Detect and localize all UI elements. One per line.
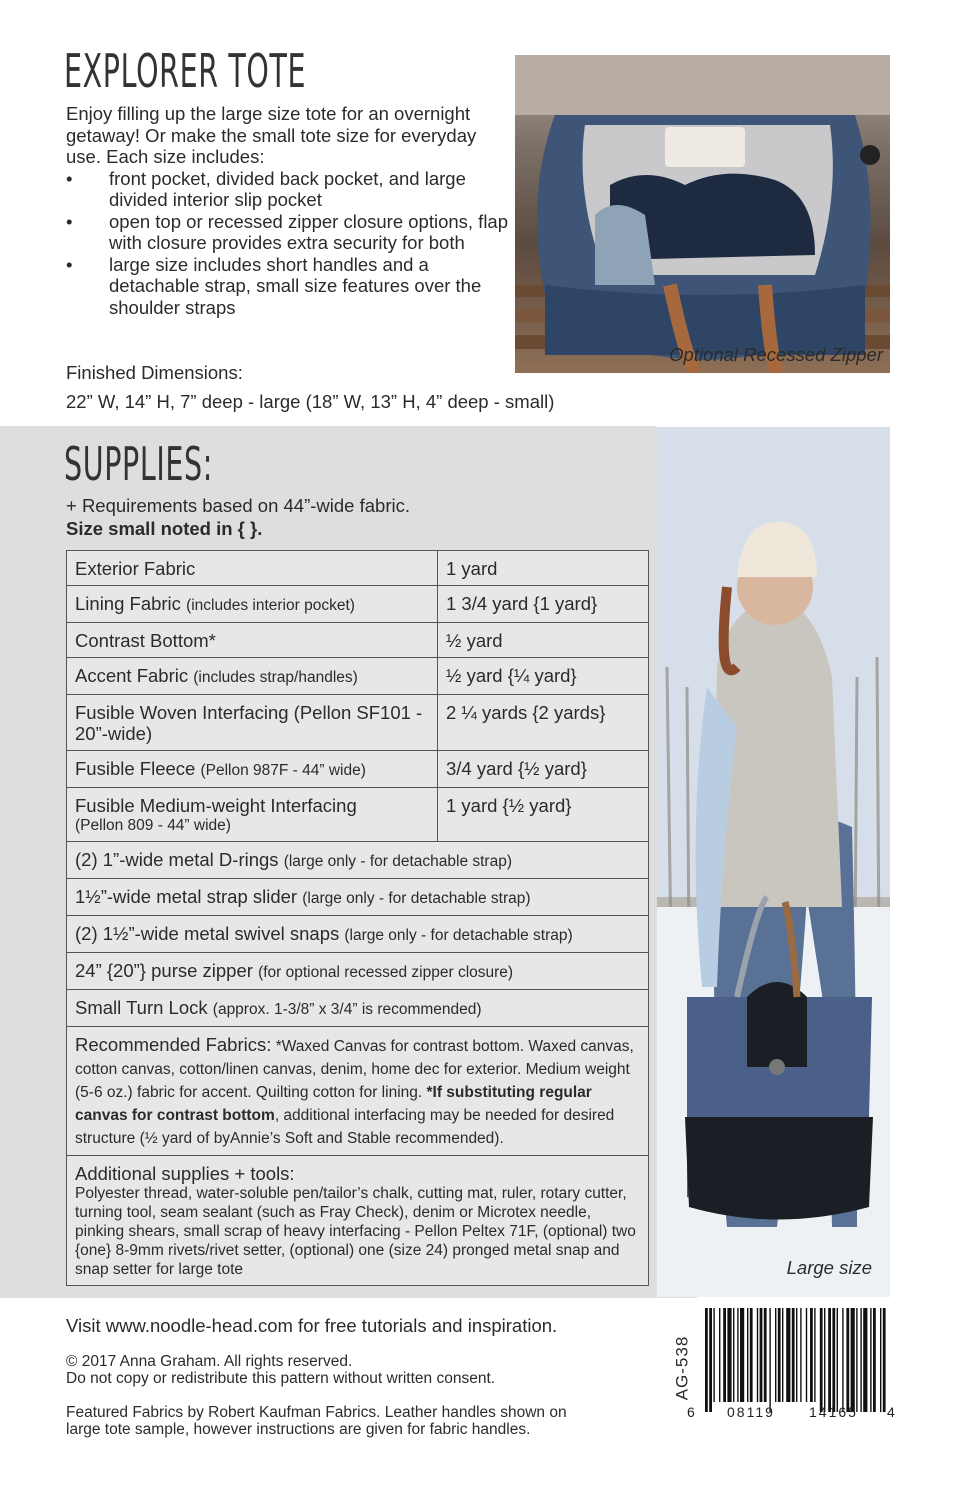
barcode-bar	[860, 1308, 861, 1412]
supply-item: Fusible Woven Interfacing (Pellon SF101 - 20”-wide)	[67, 695, 438, 751]
barcode-bar	[713, 1308, 714, 1402]
barcode-bar	[810, 1308, 813, 1402]
intro-block	[66, 103, 516, 318]
featured-fabrics-note: Featured Fabrics by Robert Kaufman Fabrics. Leather handles shown on large tote sample, however instructions are given for fabric handles.	[66, 1404, 567, 1438]
barcode-bar	[806, 1308, 807, 1402]
table-row	[67, 658, 649, 695]
supply-quantity: ½ yard	[438, 623, 649, 658]
recommended-fabrics-row	[67, 1027, 649, 1156]
barcode-bar	[757, 1308, 758, 1402]
additional-supplies-row	[67, 1156, 649, 1286]
page-title: EXPLORER TOTE	[64, 44, 307, 98]
barcode-bar	[814, 1308, 815, 1402]
barcode-bar	[863, 1308, 867, 1412]
requirement-note: + Requirements based on 44”-wide fabric.	[66, 495, 410, 516]
barcode-bar	[880, 1308, 881, 1412]
section-title: SUPPLIES:	[64, 437, 213, 491]
model-illustration	[657, 427, 890, 1297]
barcode-bar	[837, 1308, 838, 1412]
barcode-bar	[796, 1308, 797, 1402]
supply-item: Accent Fabric (includes strap/handles)	[67, 658, 438, 695]
tote-interior-illustration	[515, 55, 890, 373]
barcode-bar	[856, 1308, 857, 1412]
supply-quantity: ½ yard {¼ yard}	[438, 658, 649, 695]
supply-item: 1½”-wide metal strap slider (large only - for detachable strap)	[67, 879, 649, 916]
barcode-bar	[719, 1308, 720, 1402]
table-row	[67, 695, 649, 751]
photo-caption: Large size	[786, 1257, 872, 1278]
barcode-bar	[820, 1308, 823, 1412]
supply-item: Exterior Fabric	[67, 551, 438, 586]
barcode-bar	[775, 1308, 776, 1402]
dimensions-value: 22” W, 14” H, 7” deep - large (18” W, 13” H, 4” deep - small)	[66, 391, 555, 412]
additional-label: Additional supplies + tools:	[75, 1163, 295, 1184]
barcode-bars	[705, 1308, 887, 1412]
supply-item: (2) 1”-wide metal D-rings (large only - for detachable strap)	[67, 842, 649, 879]
barcode-bar	[747, 1308, 748, 1402]
barcode-bar	[727, 1308, 731, 1402]
table-row	[67, 586, 649, 623]
table-row	[67, 916, 649, 953]
table-row	[67, 551, 649, 586]
dimensions-label: Finished Dimensions:	[66, 362, 243, 383]
barcode-bar	[782, 1308, 783, 1402]
barcode-digit: 14165	[809, 1404, 858, 1420]
feature-item: • front pocket, divided back pocket, and large divided interior slip pocket	[66, 168, 516, 211]
barcode-bar	[800, 1308, 801, 1402]
supply-item: Fusible Fleece (Pellon 987F - 44” wide)	[67, 751, 438, 788]
barcode-digit: 4	[887, 1404, 895, 1420]
barcode-bar	[824, 1308, 825, 1412]
barcode-bar	[723, 1308, 726, 1402]
website-note: Visit www.noodle-head.com for free tutorials and inspiration.	[66, 1315, 558, 1336]
barcode-bar	[764, 1308, 767, 1402]
recommended-fabrics: Recommended Fabrics: *Waxed Canvas for contrast bottom. Waxed canvas, cotton canvas, cotton/linen canvas, denim, home dec for exterior. Medium weight (5-6 oz.) fabric for accent. Quilting cotton for lining. *If substituting regular canvas for contrast bottom, additional interfacing may be needed for desired structure (½ yard of byAnnie’s Soft and Stable recommended).	[67, 1027, 649, 1156]
barcode-bar	[786, 1308, 790, 1402]
supply-quantity: 2 ¼ yards {2 yards}	[438, 695, 649, 751]
barcode-bar	[740, 1308, 744, 1402]
barcode-bar	[883, 1308, 886, 1412]
barcode-digit: 6	[687, 1404, 695, 1420]
supply-item: Lining Fabric (includes interior pocket)	[67, 586, 438, 623]
supply-quantity: 3/4 yard {½ yard}	[438, 751, 649, 788]
supply-item: Fusible Medium-weight Interfacing (Pellon 809 - 44” wide)	[67, 788, 438, 842]
supply-item: (2) 1½”-wide metal swivel snaps (large only - for detachable strap)	[67, 916, 649, 953]
table-row	[67, 623, 649, 658]
photo-caption: Optional Recessed Zipper	[669, 344, 883, 365]
barcode-digit: 08119	[727, 1404, 775, 1420]
recommended-label: Recommended Fabrics:	[75, 1034, 272, 1055]
copyright-notice: © 2017 Anna Graham. All rights reserved. Do not copy or redistribute this pattern without written consent.	[66, 1353, 496, 1387]
supply-item: Small Turn Lock (approx. 1-3/8” x 3/4” is recommended)	[67, 990, 649, 1027]
barcode-bar	[750, 1308, 753, 1402]
barcode-bar	[709, 1308, 712, 1412]
barcode-bar	[842, 1308, 843, 1412]
supply-quantity: 1 3/4 yard {1 yard}	[438, 586, 649, 623]
size-note: Size small noted in { }.	[66, 518, 263, 539]
table-row	[67, 842, 649, 879]
barcode-bar	[851, 1308, 855, 1412]
barcode-bar	[870, 1308, 871, 1412]
barcode-bar	[778, 1308, 781, 1402]
supply-quantity: 1 yard	[438, 551, 649, 586]
additional-supplies: Additional supplies + tools: Polyester thread, water-soluble pen/tailor’s chalk, cutting mat, ruler, rotary cutter, turning tool, seam sealant (such as Fray Check), denim or Microtex needle, pinking shears, small scrap of heavy interfacing - Pellon Peltex 71F, (optional) two {one} 8-9mm rivets/rivet setter, (optional) one (size 24) pronged metal snap and snap setter for large tote	[67, 1156, 649, 1286]
table-row	[67, 751, 649, 788]
barcode	[687, 1308, 895, 1428]
barcode-bar	[737, 1308, 738, 1402]
feature-item: • open top or recessed zipper closure options, flap with closure provides extra security for both	[66, 211, 516, 254]
barcode-bar	[705, 1308, 708, 1412]
barcode-bar	[832, 1308, 835, 1412]
supply-item: 24” {20”} purse zipper (for optional recessed zipper closure)	[67, 953, 649, 990]
model-carrying-tote-photo	[657, 427, 890, 1297]
table-row	[67, 953, 649, 990]
barcode-bar	[828, 1308, 831, 1412]
barcode-bar	[760, 1308, 763, 1402]
barcode-bar	[769, 1308, 770, 1412]
supply-quantity: 1 yard {½ yard}	[438, 788, 649, 842]
barcode-bar	[792, 1308, 795, 1402]
table-row	[67, 990, 649, 1027]
supplies-table	[66, 550, 649, 1286]
barcode-bar	[846, 1308, 849, 1412]
table-row	[67, 788, 649, 842]
intro-text: Enjoy filling up the large size tote for an overnight getaway! Or make the small tote size for everyday use. Each size includes:	[66, 103, 477, 167]
feature-item: • large size includes short handles and a detachable strap, small size features over the shoulder straps	[66, 254, 516, 319]
barcode-bar	[733, 1308, 734, 1402]
barcode-bar	[873, 1308, 876, 1412]
feature-list	[66, 168, 516, 319]
tote-interior-photo	[515, 55, 890, 373]
supply-item: Contrast Bottom*	[67, 623, 438, 658]
pattern-code: AG-538	[672, 1335, 692, 1401]
table-row	[67, 879, 649, 916]
